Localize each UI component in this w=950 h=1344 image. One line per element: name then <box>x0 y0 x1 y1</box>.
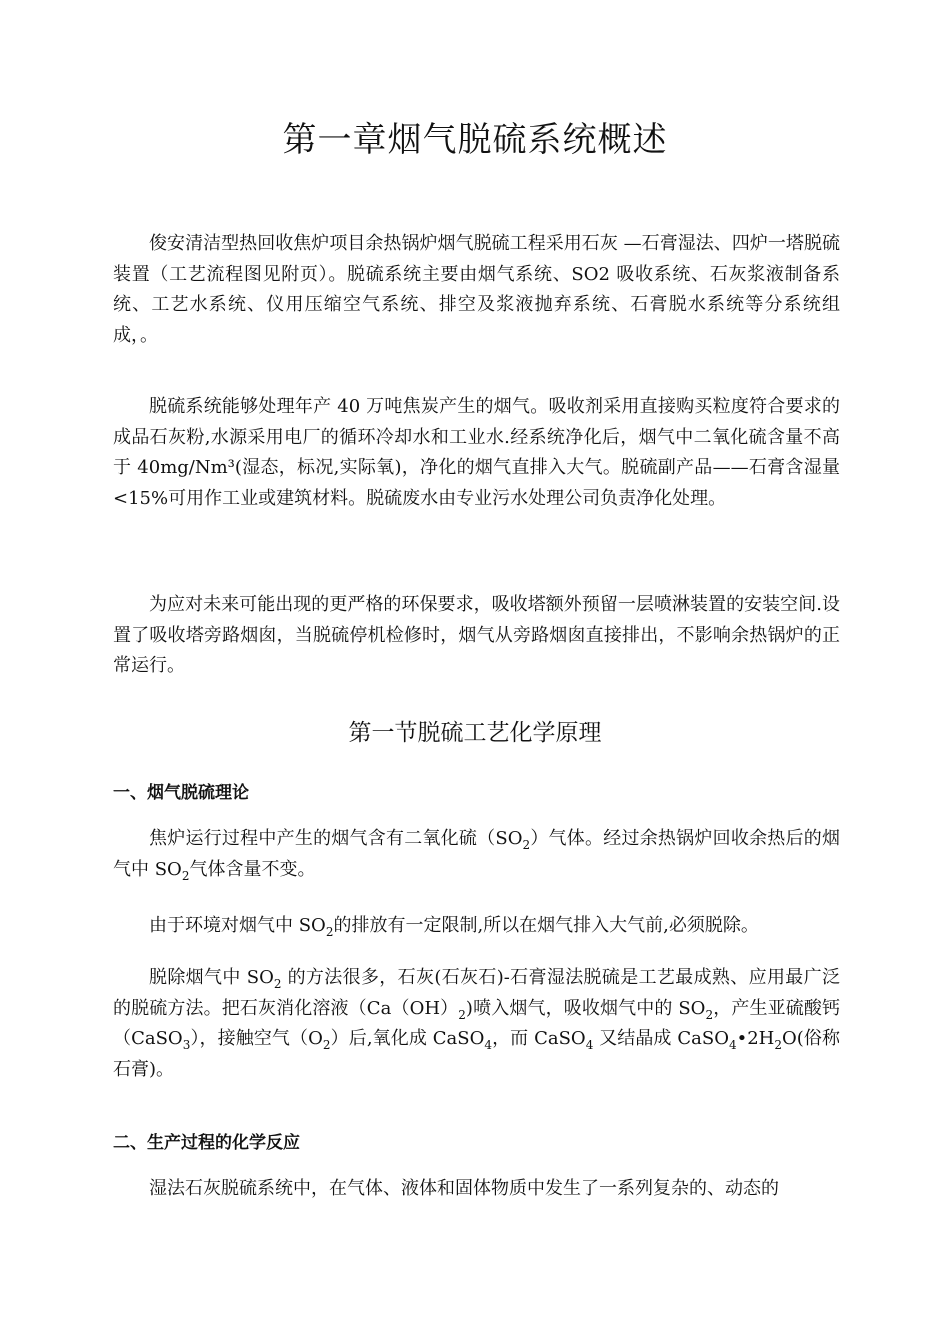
paragraph-capacity: 脱硫系统能够处理年产 40 万吨焦炭产生的烟气。吸收剂采用直接购买粒度符合要求的成品石灰粉,水源采用电厂的循环冷却水和工业水.经系统净化后，烟气中二氧化硫含量不高于 40mg/Nm³(湿态，标况,实际氧)，净化的烟气直排入大气。脱硫副产品——石膏含湿量<15%可用作工业或建筑材料。脱硫废水由专业污水处理公司负责净化处理。 <box>113 396 840 509</box>
paragraph-reactions-intro: 湿法石灰脱硫系统中，在气体、液体和固体物质中发生了一系列复杂的、动态的 <box>149 1178 779 1199</box>
paragraph-so2-source: 焦炉运行过程中产生的烟气含有二氧化硫$(SO_2)$气体。经过余热锅炉回收余热后的烟气中 $SO_2$气体含量不变。 <box>113 828 840 883</box>
paragraph-system-overview: 俊安清洁型热回收焦炉项目余热锅炉烟气脱硫工程采用石灰 —石膏湿法、四炉一塔脱硫装置（工艺流程图见附页）。脱硫系统主要由烟气系统、SO2 吸收系统、石灰浆液制备系统、工艺水系统、仪用压缩空气系统、排空及浆液抛弃系统、石膏脱水系统等分系统组成，。 <box>113 233 840 346</box>
subheading-chemical-reactions: 二、生产过程的化学反应 <box>113 1133 300 1153</box>
section-title: 第一节脱硫工艺化学原理 <box>348 720 602 746</box>
paragraph-emission-limit: 由于环境对烟气中 $SO_2$的排放有一定限制,所以在烟气排入大气前,必须脱除。 <box>149 915 759 939</box>
chapter-title: 第一章烟气脱硫系统概述 <box>282 120 668 160</box>
paragraph-bypass: 为应对未来可能出现的更严格的环保要求，吸收塔额外预留一层喷淋装置的安装空间.设置了吸收塔旁路烟囱，当脱硫停机检修时，烟气从旁路烟囱直接排出，不影响余热锅炉的正常运行。 <box>113 594 840 676</box>
paragraph-lime-gypsum-method: 脱除烟气中 $SO_2$ 的方法很多，石灰(石灰石)-石膏湿法脱硫是工艺最成熟、应用最广泛的脱硫方法。把石灰消化溶液$(Ca(OH)_2)$喷入烟气，吸收烟气中的 $SO_2$，产生亚硫酸钙（CaSO$_3$），接触空气$(O_2)$后,氧化成 CaSO$_4$，而 CaSO$_4$ 又结晶成 $CaSO_4•2H_2O$(俗称石膏)。 <box>113 967 840 1080</box>
subheading-desulfurization-theory: 一、烟气脱硫理论 <box>113 783 249 803</box>
